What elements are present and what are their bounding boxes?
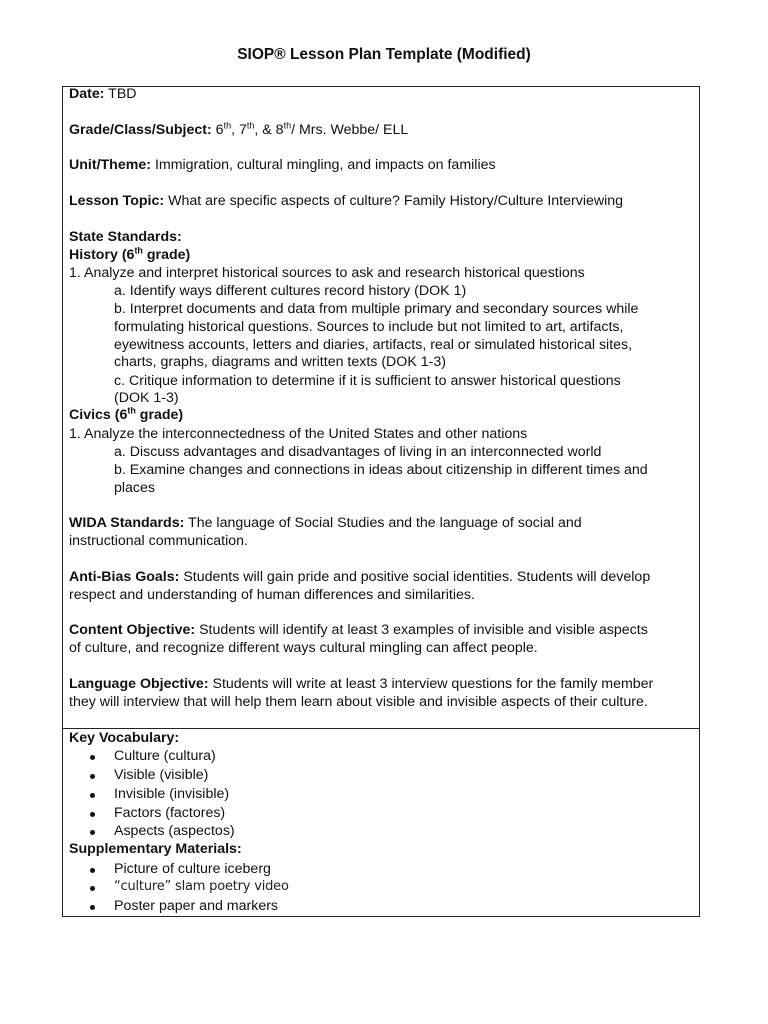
grade-6-sup: th bbox=[223, 120, 232, 131]
language-objective-label: Language Objective: bbox=[69, 676, 209, 692]
bullet-icon bbox=[90, 860, 95, 878]
history-standard-1c-line2: (DOK 1-3) bbox=[114, 390, 179, 406]
bullet-icon bbox=[90, 878, 95, 896]
language-objective-line2: they will interview that will help them learn about visible and invisible aspects of their culture. bbox=[69, 694, 648, 710]
civics-standard-1: 1. Analyze the interconnectedness of the United States and other nations bbox=[69, 426, 528, 442]
vocab-item: Factors (factores) bbox=[114, 805, 226, 821]
civics-standard-1a: a. Discuss advantages and disadvantages of living in an interconnected world bbox=[114, 444, 602, 460]
state-standards-heading: State Standards: bbox=[69, 229, 182, 245]
wida-line1: WIDA Standards: The language of Social Studies and the language of social and bbox=[69, 515, 582, 531]
bullet-icon bbox=[90, 766, 95, 784]
bullet-icon bbox=[90, 897, 95, 915]
topic-label: Lesson Topic: bbox=[69, 193, 165, 209]
content-objective-label: Content Objective: bbox=[69, 622, 196, 638]
antibias-label: Anti-Bias Goals: bbox=[69, 569, 180, 585]
grade-7: , 7 bbox=[231, 122, 247, 138]
history-standard-1b-line2: formulating historical questions. Sources to include but not limited to art, artifacts, bbox=[114, 319, 624, 335]
material-item: Poster paper and markers bbox=[114, 898, 279, 914]
topic-value: What are specific aspects of culture? Family History/Culture Interviewing bbox=[168, 193, 624, 209]
bullet-icon bbox=[90, 822, 95, 840]
antibias-line2: respect and understanding of human differences and similarities. bbox=[69, 587, 475, 603]
grade-label: Grade/Class/Subject: bbox=[69, 122, 212, 138]
date-label: Date: bbox=[69, 86, 105, 102]
vocab-item: Invisible (invisible) bbox=[114, 786, 230, 802]
bullet-icon bbox=[90, 785, 95, 803]
antibias-line1: Anti-Bias Goals: Students will gain pride and positive social identities. Students will develop bbox=[69, 569, 651, 585]
grade-rest: / Mrs. Webbe/ ELL bbox=[291, 122, 409, 138]
grade-8-sup: th bbox=[283, 120, 292, 131]
material-item: Picture of culture iceberg bbox=[114, 861, 271, 877]
grade-6: 6 bbox=[215, 122, 224, 138]
grade-7-sup: th bbox=[246, 120, 255, 131]
grade-row bbox=[69, 121, 408, 139]
history-standard-1a: a. Identify ways different cultures record history (DOK 1) bbox=[114, 283, 467, 299]
civics-standard-1b-line2: places bbox=[114, 480, 156, 496]
history-standard-1b-line1: b. Interpret documents and data from multiple primary and secondary sources while bbox=[114, 301, 639, 317]
civics-heading: Civics (6th grade) bbox=[69, 405, 184, 423]
content-objective-line2: of culture, and recognize different ways cultural mingling can affect people. bbox=[69, 640, 538, 656]
unit-label: Unit/Theme: bbox=[69, 157, 151, 173]
bullet-icon bbox=[90, 747, 95, 765]
history-standard-1c-line1: c. Critique information to determine if it is sufficient to answer historical questions bbox=[114, 373, 621, 389]
history-heading: History (6th grade) bbox=[69, 245, 191, 263]
key-vocabulary-heading: Key Vocabulary: bbox=[69, 730, 180, 746]
date-row bbox=[69, 85, 137, 103]
history-standard-1b-line4: charts, graphs, diagrams and written texts (DOK 1-3) bbox=[114, 354, 446, 370]
grade-8: , & 8 bbox=[254, 122, 284, 138]
content-objective-line1: Content Objective: Students will identify at least 3 examples of invisible and visible aspects bbox=[69, 622, 648, 638]
document-title: SIOP® Lesson Plan Template (Modified) bbox=[237, 46, 531, 63]
supplementary-materials-heading: Supplementary Materials: bbox=[69, 841, 242, 857]
unit-row bbox=[69, 156, 496, 174]
date-value: TBD bbox=[108, 86, 137, 102]
civics-standard-1b-line1: b. Examine changes and connections in ideas about citizenship in different times and bbox=[114, 462, 648, 478]
history-standard-1: 1. Analyze and interpret historical sources to ask and research historical questions bbox=[69, 265, 585, 281]
topic-row bbox=[69, 192, 623, 210]
unit-value: Immigration, cultural mingling, and impacts on families bbox=[154, 157, 496, 173]
language-objective-line1: Language Objective: Students will write at least 3 interview questions for the family member bbox=[69, 676, 654, 692]
material-item: “culture” slam poetry video bbox=[114, 879, 289, 894]
wida-label: WIDA Standards: bbox=[69, 515, 185, 531]
bullet-icon bbox=[90, 804, 95, 822]
vocab-item: Aspects (aspectos) bbox=[114, 823, 235, 839]
history-standard-1b-line3: eyewitness accounts, letters and diaries, artifacts, real or simulated historical sites, bbox=[114, 337, 633, 353]
vocab-item: Visible (visible) bbox=[114, 767, 209, 783]
vocab-item: Culture (cultura) bbox=[114, 748, 216, 764]
wida-line2: instructional communication. bbox=[69, 533, 248, 549]
